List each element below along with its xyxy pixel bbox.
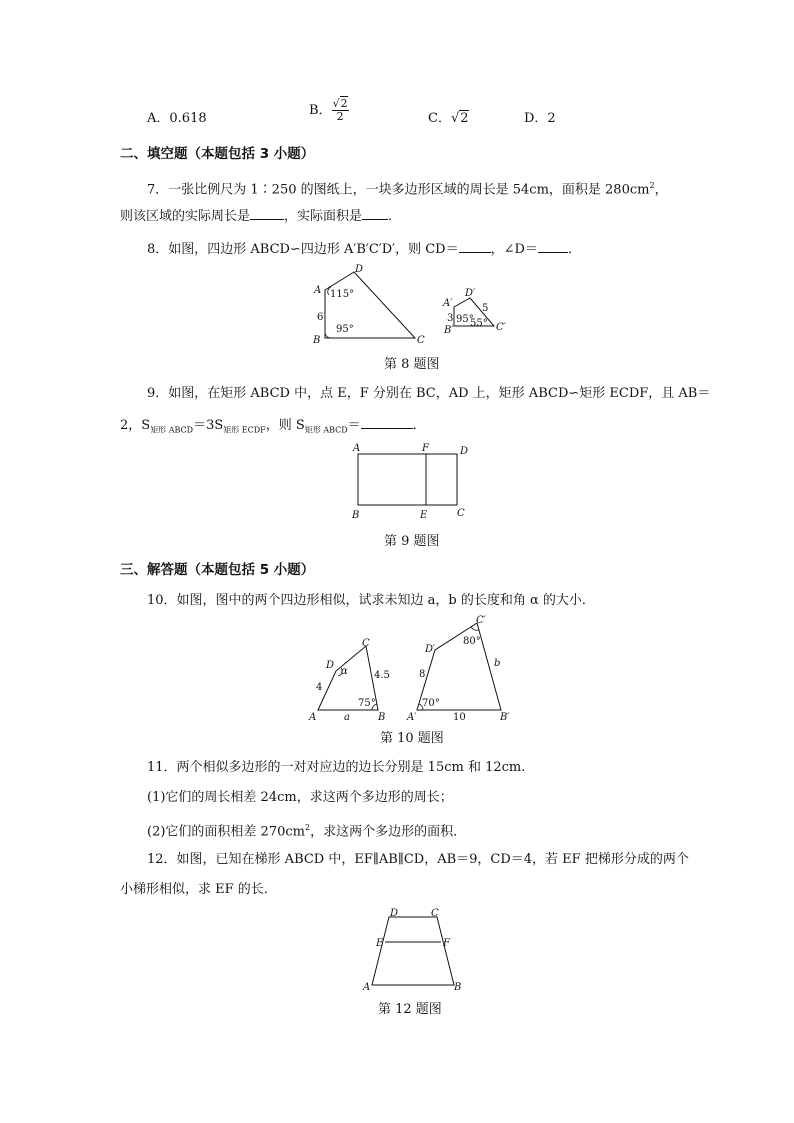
rectangle-abcd (358, 454, 457, 505)
label-a: A (363, 982, 371, 993)
label-f: F (443, 938, 450, 949)
side-8: 8 (419, 669, 426, 680)
label-d-prime: D′ (425, 644, 436, 655)
q12-line2: 小梯形相似，求 EF 的长． (120, 882, 277, 897)
angle-alpha: α (341, 666, 348, 677)
q9-line1: 9．如图，在矩形 ABCD 中，点 E，F 分别在 BC，AD 上，矩形 ABCD∽矩形 ECDF，且 AB＝ (147, 386, 711, 401)
label-a: A (314, 285, 322, 296)
label-a-prime: A′ (443, 298, 453, 309)
side-3: 3 (447, 313, 454, 324)
label-d: D (326, 660, 335, 671)
side-4.5: 4.5 (374, 670, 390, 681)
q7-line1: 7．一张比例尺为 1∶250 的图纸上，一块多边形区域的周长是 54cm，面积是 $280cm^2$， (147, 181, 668, 198)
option-c: C．√2 (428, 111, 469, 126)
q10-text: 10．如图，图中的两个四边形相似，试求未知边 a，b 的长度和角 α 的大小． (147, 593, 595, 608)
answer-blank[interactable] (362, 207, 388, 220)
angle-55: 55° (470, 318, 488, 329)
q12-figure (360, 906, 470, 996)
label-c: C (362, 638, 370, 649)
angle-75: 75° (358, 698, 376, 709)
label-d: D (355, 264, 364, 275)
q9-figure (348, 440, 488, 520)
label-e: E (376, 938, 384, 949)
fraction: $\frac{√2}{2}$ (332, 97, 348, 123)
answer-blank[interactable] (538, 240, 568, 253)
side-4: 4 (316, 682, 323, 693)
q8-figure (310, 262, 550, 352)
q10-figure (305, 614, 525, 724)
label-c: C (457, 508, 465, 519)
side-b: b (494, 658, 501, 669)
label-d: D (390, 908, 399, 919)
side-a: a (344, 712, 350, 723)
label-c: C (417, 335, 425, 346)
option-d: D．2 (524, 111, 556, 126)
option-b: B． $\frac{√2}{2}$ (309, 97, 348, 123)
side-5: 5 (482, 303, 489, 314)
label-b-prime: B′ (444, 325, 454, 336)
label-d-prime: D′ (465, 288, 476, 299)
answer-blank[interactable] (459, 240, 491, 253)
side-6: 6 (317, 312, 324, 323)
label-b: B (454, 982, 462, 993)
q11-part1: (1)它们的周长相差 24cm，求这两个多边形的周长； (147, 790, 453, 805)
q11-text: 11．两个相似多边形的一对对应边的边长分别是 15cm 和 12cm. (147, 760, 526, 775)
trapezoid-abcd (372, 917, 454, 985)
q7-line2: 则该区域的实际周长是 ，实际面积是 ． (120, 209, 402, 224)
angle-70: 70° (422, 698, 440, 709)
angle-115: 115° (330, 289, 355, 300)
q8-text: 8．如图，四边形 ABCD∽四边形 A′B′C′D′，则 CD＝ ，∠D＝ ． (147, 242, 581, 257)
label-b: B (352, 510, 360, 521)
label-a-prime: A′ (407, 712, 417, 723)
label-b: B (313, 335, 321, 346)
section-title-solve: 三、解答题（本题包括 5 小题） (120, 562, 315, 578)
quadrilateral-a2b2c2d2 (417, 623, 501, 710)
label-a: A (309, 712, 317, 723)
label-f: F (422, 443, 429, 454)
q8-caption: 第 8 题图 (384, 357, 440, 372)
answer-blank[interactable] (361, 416, 413, 429)
angle-95: 95° (336, 324, 354, 335)
q9-caption: 第 9 题图 (384, 534, 440, 549)
label-b-prime: B′ (500, 712, 510, 723)
q10-caption: 第 10 题图 (380, 731, 444, 746)
section-title-fill-blank: 二、填空题（本题包括 3 小题） (120, 146, 315, 162)
answer-blank[interactable] (250, 207, 284, 220)
option-a: A．0.618 (147, 111, 207, 126)
label-b: B (378, 712, 386, 723)
angle-95-prime: 95° (456, 314, 474, 325)
label-c: C (431, 908, 439, 919)
label-c-prime: C′ (496, 322, 506, 333)
angle-80: 80° (463, 636, 481, 647)
q12-line1: 12．如图，已知在梯形 ABCD 中，EF∥AB∥CD，AB＝9，CD＝4，若 EF 把梯形分成的两个 (147, 852, 689, 867)
q11-part2: (2)它们的面积相差 $270cm^2$，求这两个多边形的面积． (147, 823, 467, 840)
label-d: D (460, 446, 469, 457)
q9-line2: 2，$S_{矩形 ABCD}=3S_{矩形 ECDF}$，则 $S_{矩形 ABCD}=$ ． (120, 418, 426, 435)
angle-mark (325, 332, 331, 338)
side-10: 10 (453, 712, 466, 723)
label-e: E (420, 510, 428, 521)
label-a: A (353, 443, 361, 454)
q12-caption: 第 12 题图 (378, 1002, 442, 1017)
label-c-prime: C′ (476, 615, 486, 626)
